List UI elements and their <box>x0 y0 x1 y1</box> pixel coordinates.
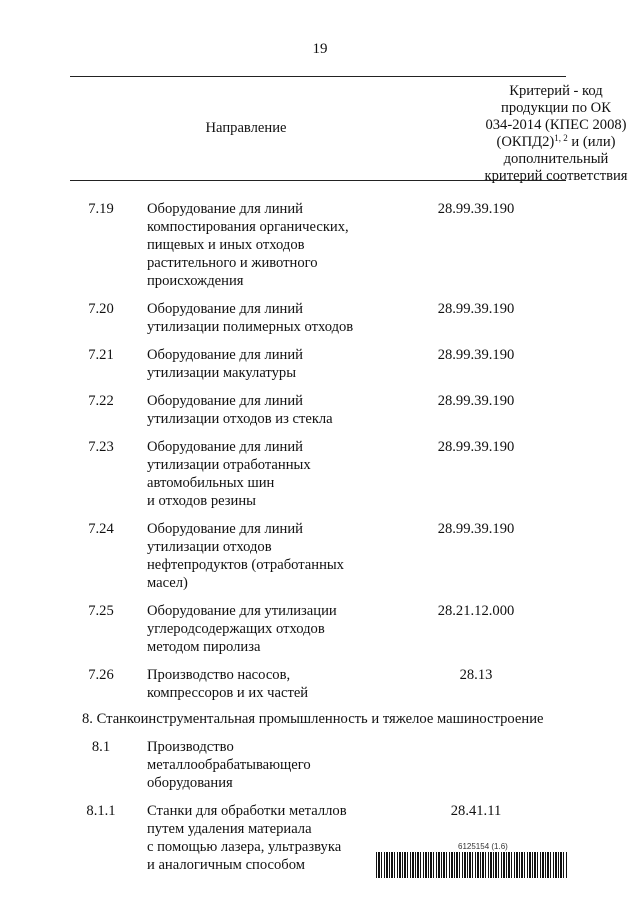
table-row <box>0 200 640 290</box>
row-number: 7.24 <box>88 521 114 537</box>
header-criterion-line: 034-2014 (КПЕС 2008) <box>485 117 627 133</box>
section-title: 8. Станкоинструментальная промышленность и тяжелое машиностроение <box>82 711 544 727</box>
row-number: 7.23 <box>88 439 114 455</box>
row-code: 28.99.39.190 <box>437 439 515 455</box>
description-line: растительного и животного <box>147 255 318 271</box>
description-line: Оборудование для линий <box>147 201 303 217</box>
description-line: компостирования органических, <box>147 219 349 235</box>
description-line: происхождения <box>147 273 244 289</box>
row-number: 7.19 <box>88 201 114 217</box>
header-criterion <box>458 83 640 185</box>
row-description <box>147 200 387 290</box>
header-criterion-line: критерий соответствия <box>484 168 628 184</box>
row-number: 7.22 <box>88 393 114 409</box>
header-criterion-line: дополнительный <box>503 151 609 167</box>
description-line: пищевых и иных отходов <box>147 237 305 253</box>
row-number: 7.26 <box>88 667 114 683</box>
description-line: металлообрабатывающего <box>147 757 311 773</box>
row-code: 28.99.39.190 <box>437 201 515 217</box>
description-line: утилизации полимерных отходов <box>147 319 354 335</box>
barcode-block <box>376 842 568 882</box>
table-row <box>0 738 640 792</box>
description-line: и аналогичным способом <box>147 857 305 873</box>
barcode-label: 6125154 (1.6) <box>458 842 508 851</box>
description-line: Оборудование для линий <box>147 301 303 317</box>
row-number: 7.21 <box>88 347 114 363</box>
description-line: Станки для обработки металлов <box>147 803 347 819</box>
row-code: 28.99.39.190 <box>437 521 515 537</box>
page-number: 19 <box>312 41 328 57</box>
row-number: 7.25 <box>88 603 114 619</box>
description-line: оборудования <box>147 775 233 791</box>
table-header <box>70 76 628 184</box>
table-row <box>0 346 640 382</box>
row-number: 8.1.1 <box>86 803 116 819</box>
row-code: 28.41.11 <box>450 803 502 819</box>
row-code: 28.13 <box>459 667 493 683</box>
description-line: Оборудование для линий <box>147 521 303 537</box>
barcode-image <box>376 852 568 878</box>
row-description <box>147 520 387 592</box>
description-line: масел) <box>147 575 188 591</box>
table-row <box>0 300 640 336</box>
row-code: 28.99.39.190 <box>437 347 515 363</box>
row-code: 28.99.39.190 <box>437 301 515 317</box>
row-description <box>147 666 387 702</box>
description-line: с помощью лазера, ультразвука <box>147 839 342 855</box>
table-row <box>0 392 640 428</box>
header-criterion-line <box>458 134 640 151</box>
description-line: методом пиролиза <box>147 639 261 655</box>
description-line: автомобильных шин <box>147 475 275 491</box>
row-description <box>147 602 387 656</box>
description-line: углеродсодержащих отходов <box>147 621 325 637</box>
row-description <box>147 802 387 874</box>
row-number: 8.1 <box>91 739 111 755</box>
description-line: Оборудование для утилизации <box>147 603 337 619</box>
header-direction: Направление <box>205 120 287 136</box>
row-description <box>147 738 387 792</box>
header-criterion-line: продукции по ОК <box>501 100 611 116</box>
row-description <box>147 346 387 382</box>
description-line: компрессоров и их частей <box>147 685 309 701</box>
description-line: утилизации макулатуры <box>147 365 297 381</box>
description-line: утилизации отработанных <box>147 457 311 473</box>
okpd-label: (ОКПД2) <box>496 134 555 150</box>
row-description <box>147 300 387 336</box>
header-criterion-line: Критерий - код <box>509 83 603 99</box>
description-line: Оборудование для линий <box>147 347 303 363</box>
table-body <box>0 200 640 884</box>
table-row <box>0 666 640 702</box>
description-line: Оборудование для линий <box>147 393 303 409</box>
table-row <box>0 520 640 592</box>
description-line: путем удаления материала <box>147 821 312 837</box>
description-line: утилизации отходов <box>147 539 272 555</box>
row-number: 7.20 <box>88 301 114 317</box>
row-description <box>147 392 387 428</box>
description-line: Производство <box>147 739 234 755</box>
description-line: утилизации отходов из стекла <box>147 411 333 427</box>
footnote-ref: 1, 2 <box>554 133 568 143</box>
description-line: и отходов резины <box>147 493 256 509</box>
row-description <box>147 438 387 510</box>
row-code: 28.99.39.190 <box>437 393 515 409</box>
description-line: Производство насосов, <box>147 667 291 683</box>
description-line: Оборудование для линий <box>147 439 303 455</box>
table-row <box>0 438 640 510</box>
row-code: 28.21.12.000 <box>437 603 515 619</box>
description-line: нефтепродуктов (отработанных <box>147 557 344 573</box>
okpd-suffix: и (или) <box>567 134 616 150</box>
table-row <box>0 602 640 656</box>
